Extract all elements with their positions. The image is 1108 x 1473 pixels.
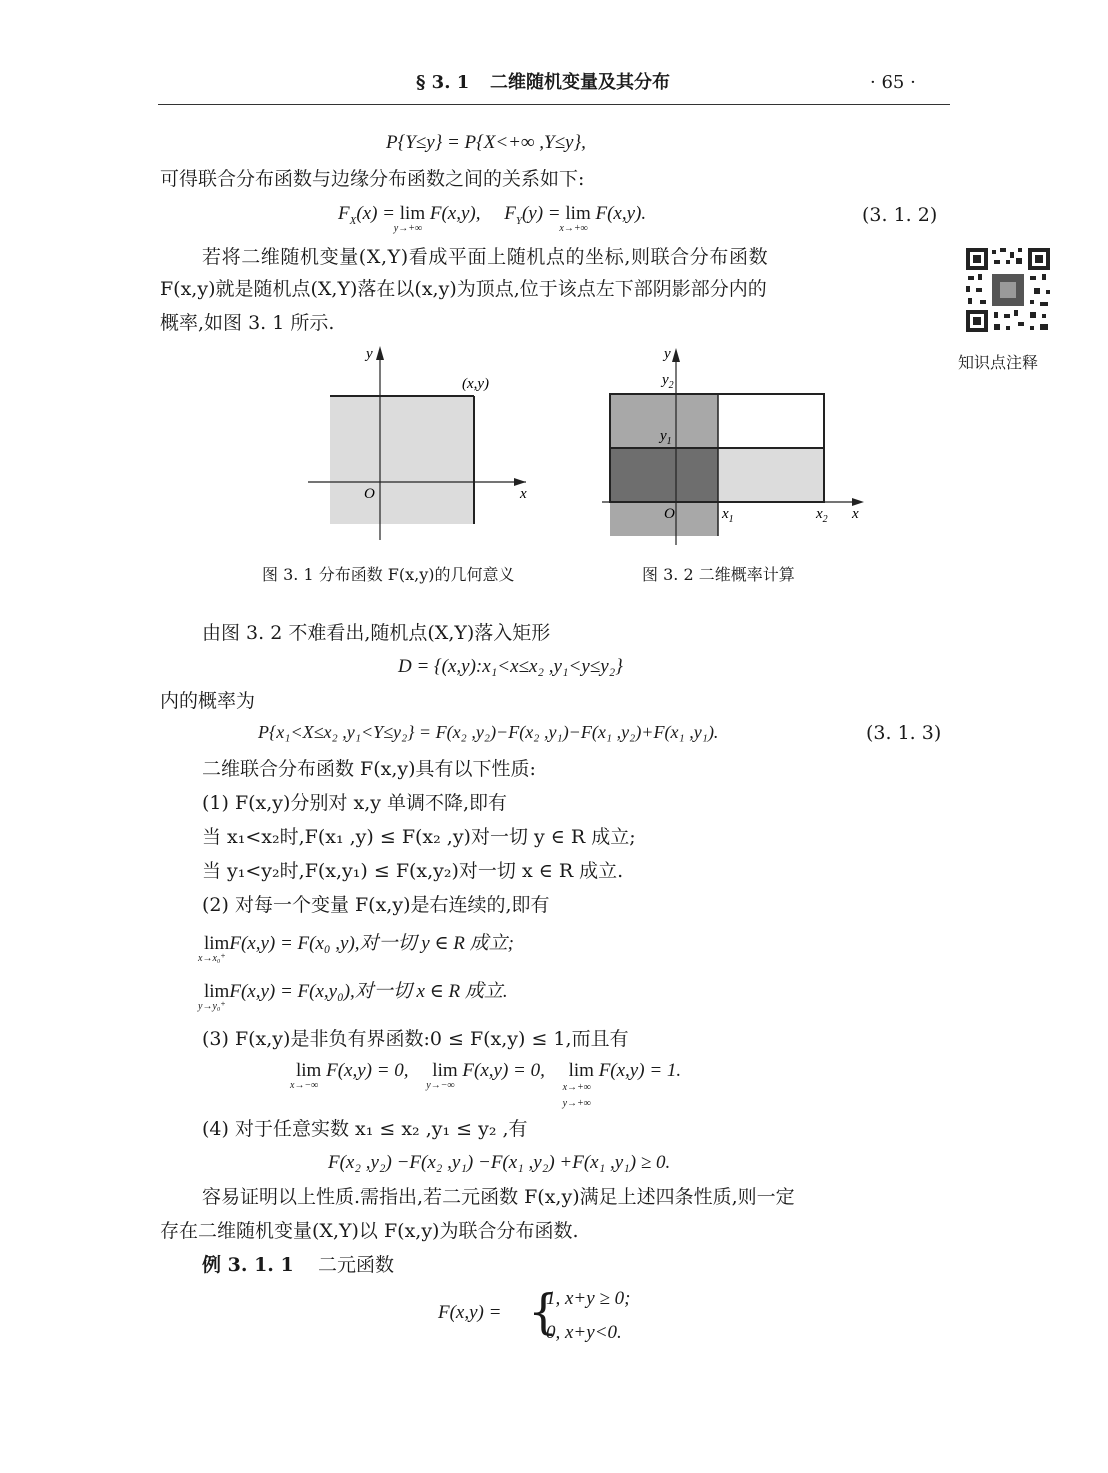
fig1-x-label: x (520, 486, 527, 502)
paragraph-1: 可得联合分布函数与边缘分布函数之间的关系如下: (160, 168, 585, 190)
property-1b: 当 y₁<y₂时,F(x,y₁) ≤ F(x,y₂)对一切 x ∈ R 成立. (202, 860, 624, 882)
equation-top: P{Y≤y} = P{X<+∞ ,Y≤y}, (386, 132, 586, 153)
property-2: (2) 对每一个变量 F(x,y)是右连续的,即有 (202, 894, 550, 916)
figure-3-2 (602, 340, 872, 550)
equation-number-313: (3. 1. 3) (866, 722, 942, 744)
fig2-origin-label: O (664, 506, 675, 522)
property-2b: lim y→y₀⁺ F(x,y) = F(x,y₀),对一切 x ∈ R 成立. (198, 981, 508, 1012)
qr-code[interactable] (964, 246, 1052, 334)
fig2-x1-label: $x_1$ (722, 506, 734, 525)
fig2-x2-label: $x_2$ (816, 506, 828, 525)
fig2-y1-label: $y_1$ (660, 428, 672, 447)
property-3: (3) F(x,y)是非负有界函数:0 ≤ F(x,y) ≤ 1,而且有 (202, 1028, 629, 1050)
property-1: (1) F(x,y)分别对 x,y 单调不降,即有 (202, 792, 508, 814)
left-brace: { (528, 1284, 559, 1340)
figure-3-1-caption: 图 3. 1 分布函数 F(x,y)的几何意义 (262, 565, 515, 584)
property-3-limits: lim x→−∞ F(x,y) = 0, lim y→−∞ F(x,y) = 0, lim x→+∞ y→+∞ F(x,y) = 1. (290, 1060, 682, 1109)
example-label: 例 3. 1. 1 (202, 1254, 294, 1276)
equation-D: D = {(x,y):x₁<x≤x₂ ,y₁<y≤y₂} (398, 656, 623, 677)
paragraph-6a: 容易证明以上性质.需指出,若二元函数 F(x,y)满足上述四条性质,则一定 (202, 1186, 795, 1208)
shaded-region (330, 396, 474, 524)
example-case-2: 0, x+y<0. (546, 1322, 622, 1343)
paragraph-4: 内的概率为 (160, 690, 256, 712)
qr-label: 知识点注释 (958, 353, 1039, 372)
equation-number-312: (3. 1. 2) (862, 204, 938, 226)
section-number: § 3. 1 (416, 72, 470, 93)
paragraph-3: 由图 3. 2 不难看出,随机点(X,Y)落入矩形 (202, 622, 551, 644)
paragraph-5: 二维联合分布函数 F(x,y)具有以下性质: (202, 758, 536, 780)
figure-3-1 (300, 340, 540, 550)
property-1a: 当 x₁<x₂时,F(x₁ ,y) ≤ F(x₂ ,y)对一切 y ∈ R 成立; (202, 826, 636, 848)
example-case-1: 1, x+y ≥ 0; (546, 1288, 631, 1309)
header-rule (158, 104, 950, 105)
example-text: 二元函数 (318, 1254, 395, 1276)
example-lhs: F(x,y) = (438, 1302, 502, 1323)
fig2-x-label: x (852, 506, 859, 522)
fig1-point-label: (x,y) (462, 376, 490, 392)
property-2a: lim x→x₀⁺ F(x,y) = F(x₀ ,y),对一切 y ∈ R 成立; (198, 933, 514, 964)
fig2-y-label: y (664, 346, 671, 362)
paragraph-2c: 概率,如图 3. 1 所示. (160, 312, 335, 334)
paragraph-2b: F(x,y)就是随机点(X,Y)落在以(x,y)为顶点,位于该点左下部阴影部分内的 (160, 278, 767, 300)
paragraph-2a: 若将二维随机变量(X,Y)看成平面上随机点的坐标,则联合分布函数 (202, 246, 769, 268)
equation-312: $F_X(x) = \lim$ y→+∞ F(x,y), $F_Y(y) = \lim$ x→+∞ F(x,y). (338, 203, 647, 234)
fig1-y-label: y (366, 346, 373, 362)
fig2-y2-label: $y_2$ (662, 372, 674, 391)
property-4-equation: F(x₂ ,y₂) −F(x₂ ,y₁) −F(x₁ ,y₂) +F(x₁ ,y₁) ≥ 0. (328, 1152, 671, 1173)
fig1-origin-label: O (364, 486, 375, 502)
property-4: (4) 对于任意实数 x₁ ≤ x₂ ,y₁ ≤ y₂ ,有 (202, 1118, 528, 1140)
paragraph-6b: 存在二维随机变量(X,Y)以 F(x,y)为联合分布函数. (160, 1220, 579, 1242)
equation-313: P{x₁<X≤x₂ ,y₁<Y≤y₂} = F(x₂ ,y₂)−F(x₂ ,y₁)−F(x₁ ,y₂)+F(x₁ ,y₁). (258, 722, 719, 742)
figure-3-2-caption: 图 3. 2 二维概率计算 (642, 565, 795, 584)
page-number: · 65 · (870, 72, 916, 93)
section-title: 二维随机变量及其分布 (490, 72, 670, 93)
